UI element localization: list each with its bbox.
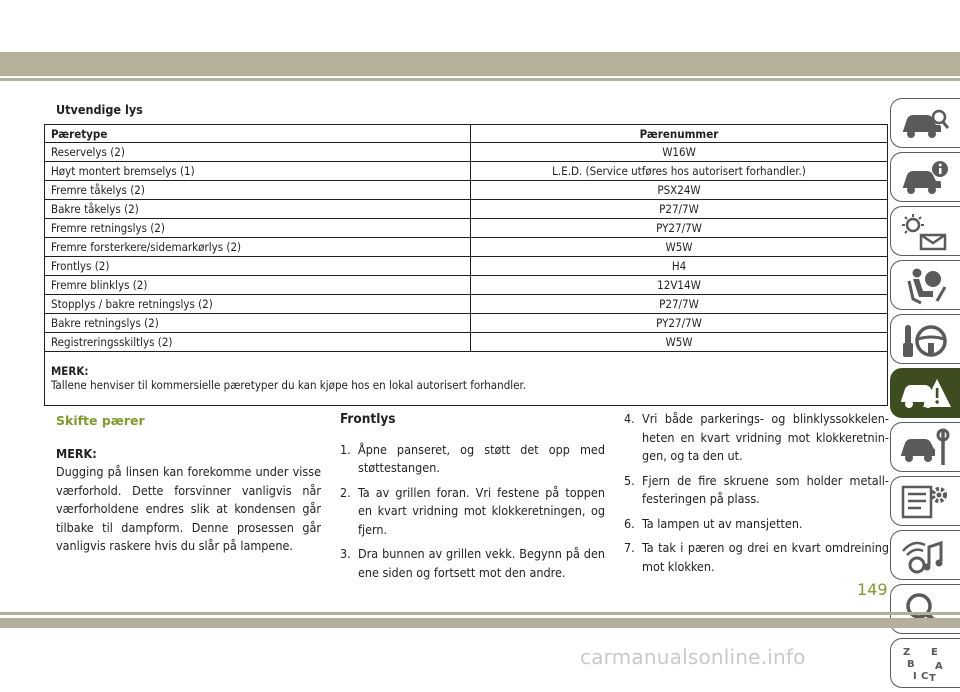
fogging-note-text: Dugging på linsen kan forekomme under visse værforhold. Dette forsvinner vanligvis når værforholdene endres slik at kondensen går tilbake til dampform. Denne prosessen går vanligvis raskere hvis du slår på lampene. [56, 464, 321, 553]
tab-car-search[interactable] [890, 98, 960, 148]
bulb-number-cell: H4 [471, 257, 888, 276]
table-note [45, 352, 888, 406]
list-item [624, 472, 889, 509]
car-warning-triangle-icon [899, 375, 951, 413]
list-item [624, 410, 889, 466]
list-item [624, 515, 889, 534]
multimedia-navigation-icon [899, 537, 951, 575]
bulb-type-cell: Fremre tåkelys (2) [45, 181, 471, 200]
step-text: Åpne panseret, og støtt det opp med støttestangen. [358, 441, 605, 475]
watermark: carmanualsonline.info [580, 645, 806, 669]
replace-bulbs-heading: Skifte pærer [56, 413, 145, 428]
car-wrench-icon [899, 429, 951, 467]
table-row [45, 219, 888, 238]
airbag-seat-icon [899, 267, 951, 305]
svg-text:T: T [929, 673, 936, 684]
step-number: 7. [624, 540, 635, 555]
steering-wheel-icon [899, 321, 951, 359]
tab-emergency[interactable] [890, 368, 960, 418]
bulb-number-cell: L.E.D. (Service utføres hos autorisert forhandler.) [471, 162, 888, 181]
headlamp-heading: Frontlys [340, 411, 396, 427]
table-row [45, 200, 888, 219]
alphabet-index-icon [899, 645, 951, 683]
bulb-number-cell: PSX24W [471, 181, 888, 200]
table-header-row [45, 125, 888, 143]
note-label: MERK: [56, 445, 97, 461]
list-item [340, 484, 605, 540]
page-number: 149 [857, 580, 888, 599]
section-title: Utvendige lys [56, 102, 143, 117]
headlamp-steps [340, 441, 605, 583]
bulb-type-cell: Registreringsskiltlys (2) [45, 333, 471, 352]
table-row [45, 162, 888, 181]
step-text: Fjern de fire skruene som holder metall-festeringen på plass. [642, 472, 889, 506]
svg-text:A: A [935, 661, 943, 672]
step-text: Ta lampen ut av mansjetten. [642, 515, 803, 531]
step-number: 2. [340, 484, 351, 500]
bulb-number-cell: PY27/7W [471, 219, 888, 238]
note-text: Tallene henviser til kommersielle pæretyper du kan kjøpe hos en lokal autorisert forhandler. [51, 378, 526, 392]
bulb-number-cell: W5W [471, 238, 888, 257]
tab-index[interactable] [890, 638, 960, 688]
bulb-type-cell: Fremre retningslys (2) [45, 219, 471, 238]
table-note-row [45, 352, 888, 406]
tab-multimedia[interactable] [890, 530, 960, 580]
step-text: Ta av grillen foran. Vri festene på toppen en kvart vridning mot klokkeretningen, og fjern. [358, 484, 605, 537]
svg-text:B: B [907, 659, 915, 670]
header-bulb-type: Pæretype [45, 125, 471, 143]
step-number: 5. [624, 472, 635, 488]
note-label: MERK: [51, 364, 89, 378]
column-headlamp [340, 410, 605, 588]
headlamp-steps-continued [624, 410, 889, 576]
bulb-type-cell: Stopplys / bakre retningslys (2) [45, 295, 471, 314]
tab-warning-lights[interactable] [890, 206, 960, 256]
step-text: Ta tak i pæren og drei en kvart omdreining mot klokken. [642, 540, 889, 574]
footer-rule [0, 612, 960, 615]
bulb-number-cell: W5W [471, 333, 888, 352]
svg-text:E: E [931, 647, 938, 658]
car-info-icon [899, 159, 951, 197]
bulb-number-cell: 12V14W [471, 276, 888, 295]
tab-airbag-seat[interactable] [890, 260, 960, 310]
table-row [45, 314, 888, 333]
svg-text:I: I [913, 671, 917, 682]
tab-list-gear[interactable] [890, 476, 960, 526]
bulb-number-cell: P27/7W [471, 200, 888, 219]
car-search-icon [899, 105, 951, 143]
tab-car-wrench[interactable] [890, 422, 960, 472]
table-row [45, 181, 888, 200]
column-replace-bulbs [56, 410, 321, 556]
header-bulb-number: Pærenummer [471, 125, 888, 143]
table-row [45, 143, 888, 162]
svg-text:Z: Z [903, 647, 911, 658]
footer-band [0, 618, 960, 628]
table-row [45, 276, 888, 295]
step-text: Vri både parkerings- og blinklyssokkelen-heten en kvart vridning mot klokkeretnin-gen, og ta den ut. [642, 411, 889, 463]
table-row [45, 238, 888, 257]
header-rule [0, 78, 960, 81]
step-number: 3. [340, 546, 351, 561]
step-number: 1. [340, 441, 351, 457]
bulb-number-cell: PY27/7W [471, 314, 888, 333]
bulb-number-cell: P27/7W [471, 295, 888, 314]
bulb-number-cell: W16W [471, 143, 888, 162]
bulb-type-cell: Frontlys (2) [45, 257, 471, 276]
chapter-tabs [890, 98, 960, 692]
warning-lights-icon [899, 213, 951, 251]
bulb-type-cell: Høyt montert bremselys (1) [45, 162, 471, 181]
step-text: Dra bunnen av grillen vekk. Begynn på den ene siden og fortsett mot den andre. [358, 546, 605, 580]
bulb-table [44, 124, 888, 406]
bulb-type-cell: Bakre retningslys (2) [45, 314, 471, 333]
table-row [45, 257, 888, 276]
table-row [45, 295, 888, 314]
bulb-type-cell: Fremre blinklys (2) [45, 276, 471, 295]
header-band [0, 52, 960, 76]
step-number: 4. [624, 411, 635, 426]
list-item [624, 539, 889, 576]
tab-car-info[interactable] [890, 152, 960, 202]
bulb-type-cell: Reservelys (2) [45, 143, 471, 162]
table-row [45, 333, 888, 352]
step-number: 6. [624, 515, 635, 531]
list-item [340, 441, 605, 478]
bulb-type-cell: Fremre forsterkere/sidemarkørlys (2) [45, 238, 471, 257]
list-item [340, 545, 605, 582]
tab-steering-wheel[interactable] [890, 314, 960, 364]
bulb-type-cell: Bakre tåkelys (2) [45, 200, 471, 219]
list-gear-icon [899, 483, 951, 521]
column-headlamp-continued [624, 410, 889, 582]
svg-text:C: C [921, 671, 929, 682]
